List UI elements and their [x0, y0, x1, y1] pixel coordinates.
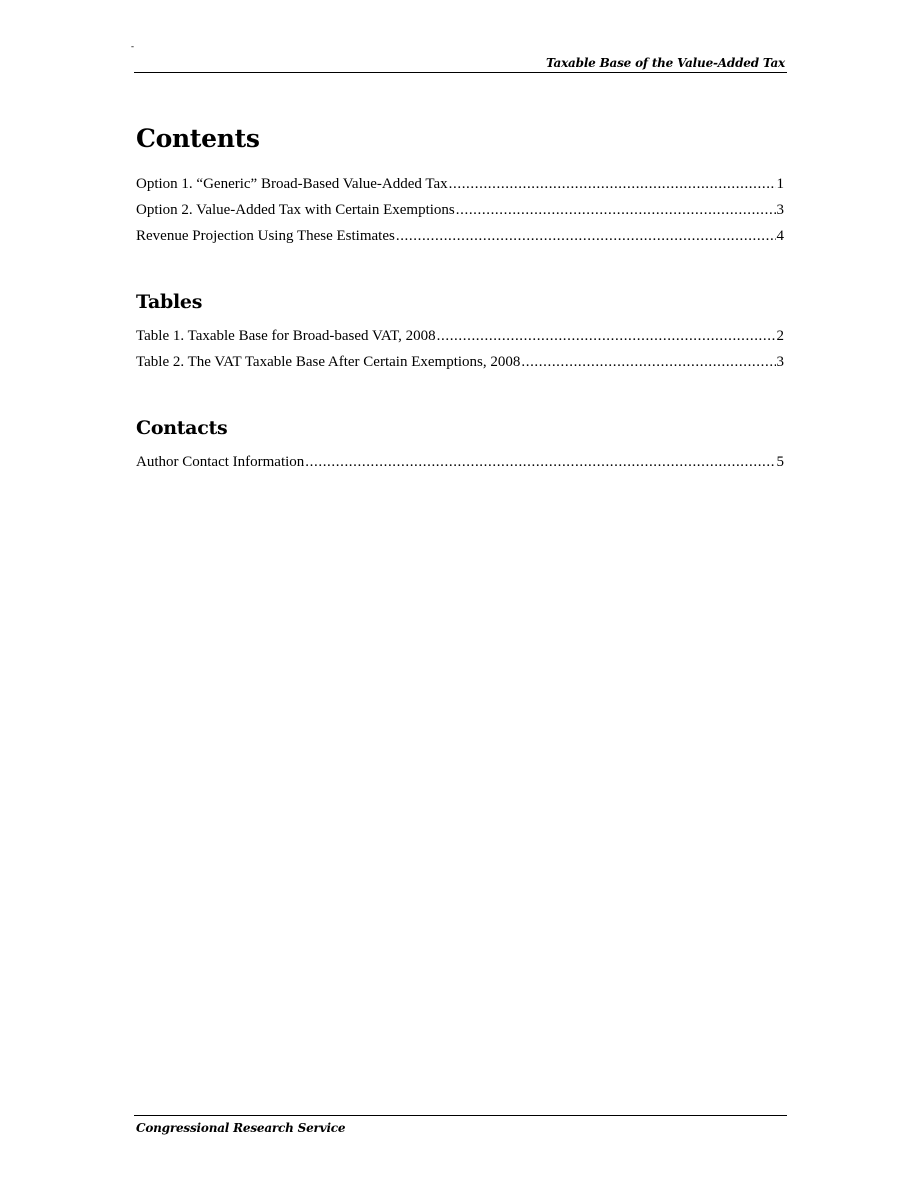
tables-section [136, 290, 784, 378]
toc-entry-label: Option 2. Value-Added Tax with Certain Exemptions [136, 202, 455, 218]
toc-entry-label: Table 2. The VAT Taxable Base After Certain Exemptions, 2008 [136, 354, 521, 370]
toc-entry-label: Table 1. Taxable Base for Broad-based VAT, 2008 [136, 328, 436, 344]
running-header-title: Taxable Base of the Value-Added Tax [545, 56, 785, 70]
toc-leader-dots [449, 174, 776, 194]
toc-entry[interactable] [136, 326, 784, 352]
toc-entry-label: Author Contact Information [136, 454, 305, 470]
toc-leader-dots [521, 352, 775, 372]
tables-list [136, 326, 784, 378]
toc-entry[interactable] [136, 200, 784, 226]
toc-entry-page: 1 [776, 176, 784, 192]
contacts-section [136, 416, 784, 478]
page-mark: - [131, 41, 134, 51]
running-header [134, 55, 787, 73]
toc-entry-page: 2 [776, 328, 784, 344]
contents-section [136, 124, 784, 252]
tables-heading: Tables [136, 291, 203, 313]
toc-entry-page: 5 [776, 454, 784, 470]
toc-entry[interactable] [136, 352, 784, 378]
toc-leader-dots [437, 326, 776, 346]
toc-entry-page: 3 [776, 202, 784, 218]
toc-entry[interactable] [136, 174, 784, 200]
contacts-heading: Contacts [136, 417, 228, 439]
contents-heading: Contents [136, 124, 260, 153]
toc-entry-label: Revenue Projection Using These Estimates [136, 228, 395, 244]
toc-leader-dots [456, 200, 776, 220]
toc-entry-label: Option 1. “Generic” Broad-Based Value-Added Tax [136, 176, 448, 192]
toc-entry-page: 3 [776, 354, 784, 370]
toc-entry[interactable] [136, 452, 784, 478]
contacts-list [136, 452, 784, 478]
running-footer-text: Congressional Research Service [136, 1121, 346, 1135]
toc-entry[interactable] [136, 226, 784, 252]
toc-entry-page: 4 [776, 228, 784, 244]
toc-leader-dots [396, 226, 776, 246]
toc-leader-dots [305, 452, 775, 472]
contents-list [136, 174, 784, 252]
running-footer [134, 1115, 787, 1135]
